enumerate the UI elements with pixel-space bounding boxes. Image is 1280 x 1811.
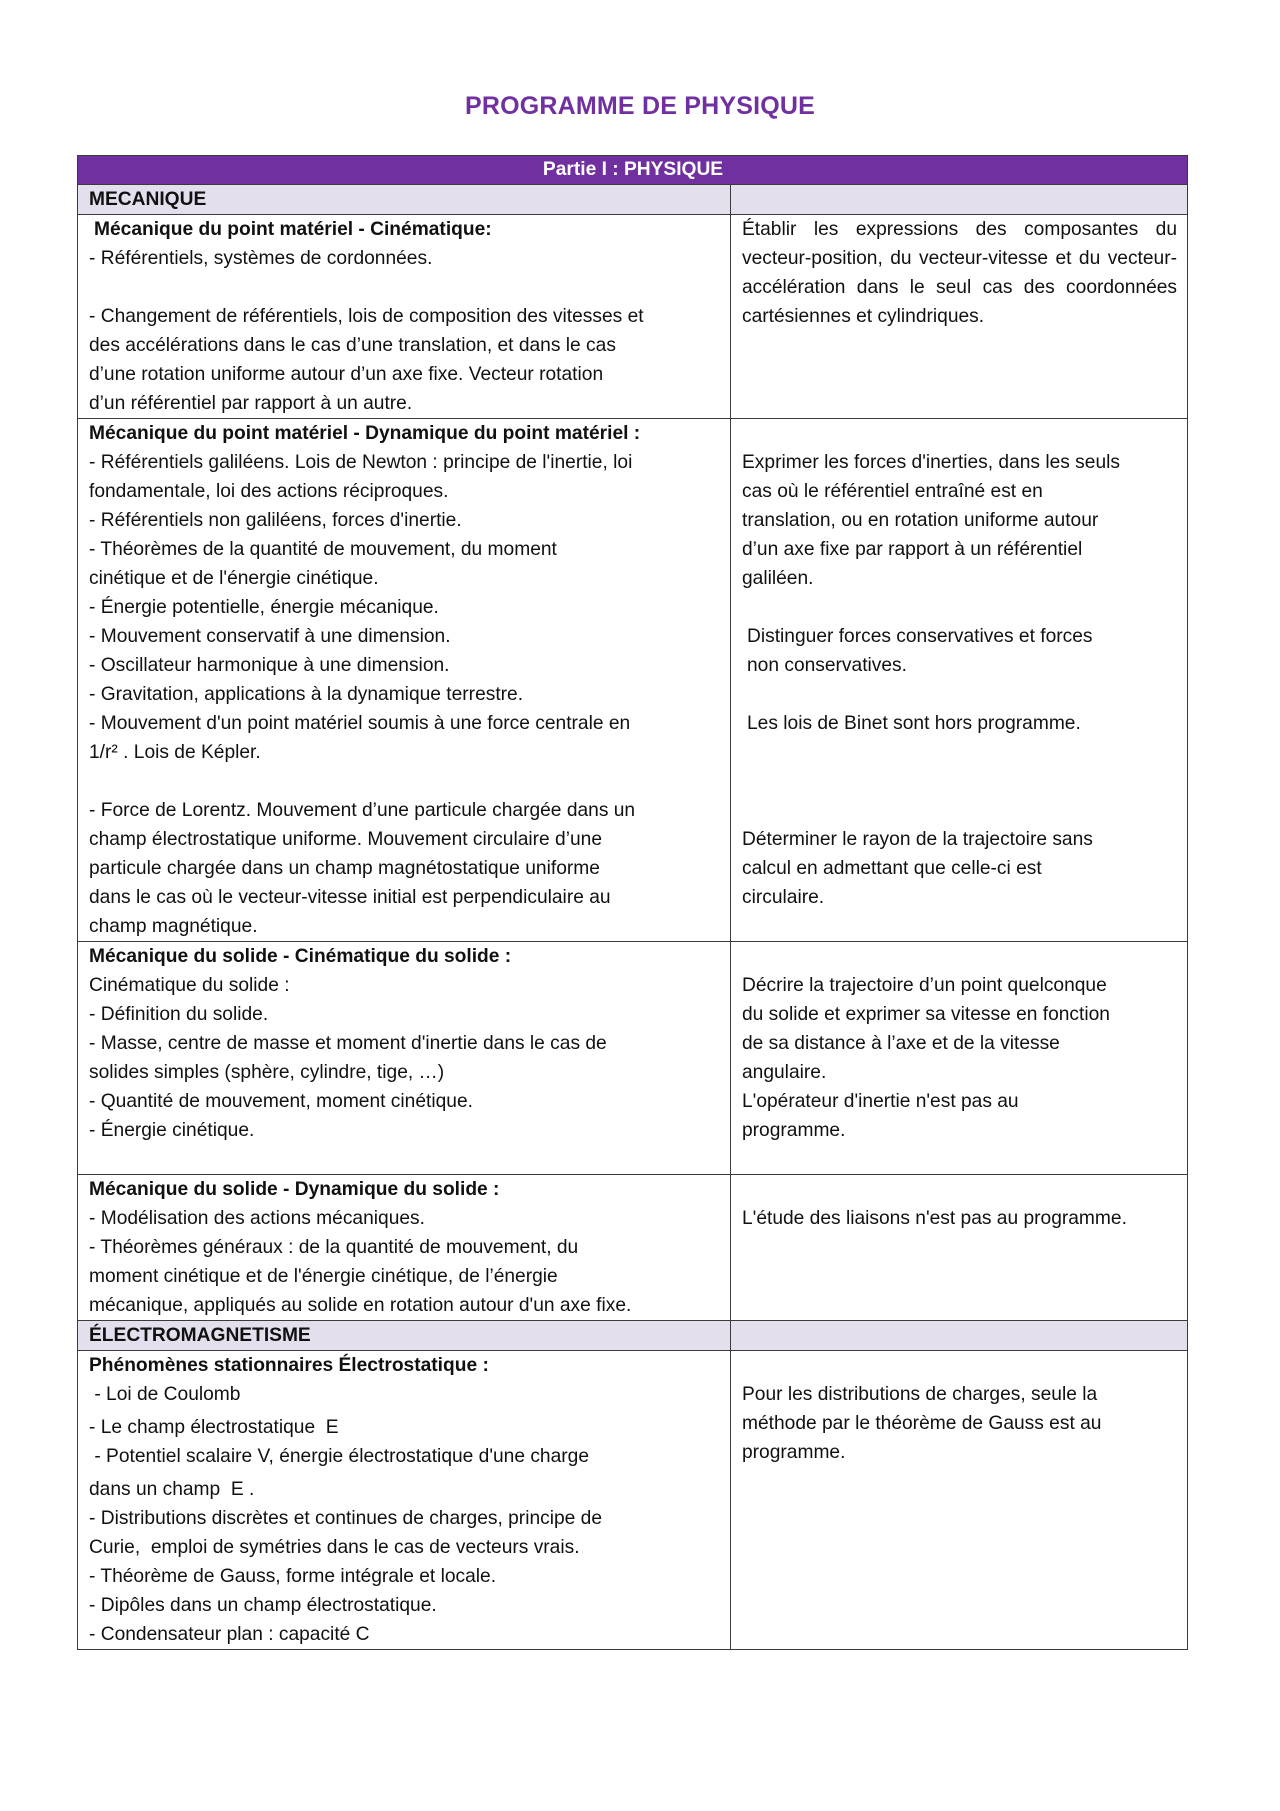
row-title: Mécanique du solide - Cinématique du solide : <box>89 946 512 967</box>
note-line: Déterminer le rayon de la trajectoire sans <box>742 829 1093 850</box>
content-line: - Force de Lorentz. Mouvement d’une particule chargée dans un <box>89 800 636 821</box>
content-line: - Mouvement conservatif à une dimension. <box>89 626 451 647</box>
content-line: - Masse, centre de masse et moment d'inertie dans le cas de <box>89 1033 607 1054</box>
notes-cell <box>731 1175 1188 1321</box>
content-line: moment cinétique et de l'énergie cinétique, de l’énergie <box>89 1266 558 1287</box>
content-line: - Gravitation, applications à la dynamique terrestre. <box>89 684 524 705</box>
table-row <box>78 1351 1188 1650</box>
content-line: dans un champ E . <box>89 1479 255 1500</box>
blank-line <box>742 419 1177 448</box>
notes-cell <box>731 215 1188 419</box>
content-cell <box>78 1175 731 1321</box>
content-line: fondamentale, loi des actions réciproques. <box>89 481 449 502</box>
row-title: Phénomènes stationnaires Électrostatique : <box>89 1355 489 1376</box>
note-line: du solide et exprimer sa vitesse en fonction <box>742 1004 1110 1025</box>
content-cell <box>78 1351 731 1650</box>
content-cell <box>78 419 731 942</box>
part-header-row <box>78 156 1188 185</box>
section-heading-electromagnetisme: ÉLECTROMAGNETISME <box>78 1321 731 1351</box>
blank-line <box>742 1175 1177 1204</box>
content-line: Cinématique du solide : <box>89 975 290 996</box>
section-heading-row <box>78 1321 1188 1351</box>
section-heading-row <box>78 185 1188 215</box>
note-line: Les lois de Binet sont hors programme. <box>747 713 1081 734</box>
content-line: - Oscillateur harmonique à une dimension. <box>89 655 450 676</box>
note-line: Pour les distributions de charges, seule la <box>742 1384 1098 1405</box>
notes-cell <box>731 1351 1188 1650</box>
table-row <box>78 942 1188 1175</box>
content-line: - Référentiels galiléens. Lois de Newton : principe de l'inertie, loi <box>89 452 633 473</box>
content-line: - Théorèmes généraux : de la quantité de mouvement, du <box>89 1237 579 1258</box>
blank-line <box>742 1351 1177 1380</box>
content-line: - Référentiels non galiléens, forces d'inertie. <box>89 510 462 531</box>
content-line: - Loi de Coulomb <box>89 1384 241 1405</box>
content-line: d’un référentiel par rapport à un autre. <box>89 393 413 414</box>
content-line: - Potentiel scalaire V, énergie électrostatique d'une charge <box>89 1446 590 1467</box>
content-line: - Quantité de mouvement, moment cinétique. <box>89 1091 473 1112</box>
content-line: - Dipôles dans un champ électrostatique. <box>89 1595 437 1616</box>
note-line: calcul en admettant que celle-ci est <box>742 858 1042 879</box>
document-title: PROGRAMME DE PHYSIQUE <box>464 92 816 120</box>
blank-line <box>742 593 1177 622</box>
content-line: - Énergie cinétique. <box>89 1120 255 1141</box>
notes-cell <box>731 942 1188 1175</box>
note-line: d’un axe fixe par rapport à un référentiel <box>742 539 1083 560</box>
row-title: Mécanique du point matériel - Cinématique: <box>94 219 492 240</box>
content-line: cinétique et de l'énergie cinétique. <box>89 568 379 589</box>
program-table <box>77 155 1188 1650</box>
note-line: L'opérateur d'inertie n'est pas au <box>742 1091 1019 1112</box>
content-line: - Théorèmes de la quantité de mouvement, du moment <box>89 539 557 560</box>
content-line: - Théorème de Gauss, forme intégrale et locale. <box>89 1566 497 1587</box>
note-line: galiléen. <box>742 568 814 589</box>
section-heading-empty <box>731 1321 1188 1351</box>
blank-line <box>742 767 1177 796</box>
content-line: - Référentiels, systèmes de cordonnées. <box>89 248 433 269</box>
table-row <box>78 215 1188 419</box>
content-line: - Le champ électrostatique E <box>89 1417 339 1438</box>
content-line: - Condensateur plan : capacité C <box>89 1624 370 1645</box>
content-line: solides simples (sphère, cylindre, tige, …) <box>89 1062 445 1083</box>
note-line: méthode par le théorème de Gauss est au <box>742 1413 1102 1434</box>
note-line: programme. <box>742 1120 846 1141</box>
content-line: des accélérations dans le cas d’une translation, et dans le cas <box>89 335 616 356</box>
content-line: - Définition du solide. <box>89 1004 269 1025</box>
table-row <box>78 419 1188 942</box>
note-line: L'étude des liaisons n'est pas au programme. <box>742 1208 1127 1229</box>
blank-line <box>742 738 1177 767</box>
content-line: d’une rotation uniforme autour d’un axe fixe. Vecteur rotation <box>89 364 604 385</box>
blank-line <box>742 796 1177 825</box>
note-line: Décrire la trajectoire d’un point quelconque <box>742 975 1107 996</box>
note-line: translation, ou en rotation uniforme autour <box>742 510 1099 531</box>
content-line: - Énergie potentielle, énergie mécanique. <box>89 597 439 618</box>
note-line: circulaire. <box>742 887 825 908</box>
note-line: cas où le référentiel entraîné est en <box>742 481 1043 502</box>
content-line: champ électrostatique uniforme. Mouvement circulaire d’une <box>89 829 602 850</box>
notes-cell <box>731 419 1188 942</box>
note-line: Distinguer forces conservatives et forces <box>747 626 1093 647</box>
note-line: angulaire. <box>742 1062 827 1083</box>
content-cell <box>78 215 731 419</box>
row-title: Mécanique du point matériel - Dynamique du point matériel : <box>89 423 641 444</box>
row-title: Mécanique du solide - Dynamique du solide : <box>89 1179 500 1200</box>
note-line: programme. <box>742 1442 846 1463</box>
note-line: Exprimer les forces d'inerties, dans les seuls <box>742 452 1120 473</box>
note-line: de sa distance à l’axe et de la vitesse <box>742 1033 1060 1054</box>
blank-line <box>742 942 1177 971</box>
note-text: Établir les expressions des composantes du vecteur-position, du vecteur-vitesse et du vecteur-accélération dans le seul cas des coordonnées cartésiennes et cylindriques. <box>742 219 1178 327</box>
content-line: - Changement de référentiels, lois de composition des vitesses et <box>89 306 644 327</box>
content-line: - Mouvement d'un point matériel soumis à une force centrale en <box>89 713 631 734</box>
part-header: Partie I : PHYSIQUE <box>78 156 1188 185</box>
blank-line <box>89 273 720 302</box>
note-line: non conservatives. <box>747 655 907 676</box>
content-line: - Modélisation des actions mécaniques. <box>89 1208 425 1229</box>
section-heading-mecanique: MECANIQUE <box>78 185 731 215</box>
content-line: Curie, emploi de symétries dans le cas de vecteurs vrais. <box>89 1537 580 1558</box>
content-line: dans le cas où le vecteur-vitesse initial est perpendiculaire au <box>89 887 611 908</box>
content-line: mécanique, appliqués au solide en rotation autour d'un axe fixe. <box>89 1295 632 1316</box>
table-row <box>78 1175 1188 1321</box>
section-heading-empty <box>731 185 1188 215</box>
content-line: particule chargée dans un champ magnétostatique uniforme <box>89 858 600 879</box>
blank-line <box>89 767 720 796</box>
content-line: 1/r² . Lois de Képler. <box>89 742 261 763</box>
content-cell <box>78 942 731 1175</box>
blank-line <box>742 680 1177 709</box>
content-line: - Distributions discrètes et continues de charges, principe de <box>89 1508 602 1529</box>
content-line: champ magnétique. <box>89 916 258 937</box>
